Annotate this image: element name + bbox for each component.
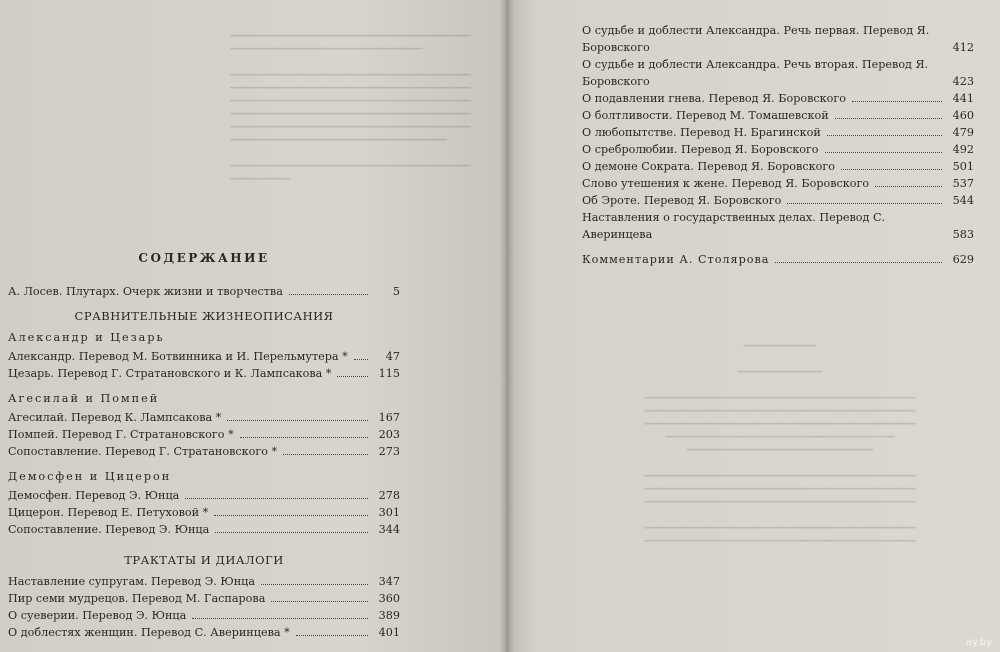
entry-text: О болтливости. Перевод М. Томашевской xyxy=(582,109,829,122)
entry-text: Александр. Перевод М. Ботвинника и И. Перельмутера * xyxy=(8,350,348,363)
section-heading: ТРАКТАТЫ И ДИАЛОГИ xyxy=(124,553,284,567)
entry-text: О сребролюбии. Перевод Я. Боровского xyxy=(582,143,819,156)
entry-text: Об Эроте. Перевод Я. Боровского xyxy=(582,194,782,207)
dot-leader xyxy=(227,420,368,421)
page-number: 441 xyxy=(952,92,974,105)
bleed-through-text: ━━━━━━━━━━━━━━━━━━━━━━━━━━━━━━━━━━━━━━━━ ━━━━━━━━━━━━━━━━━━━━━━━━━━━━━━━━ ━━━━━━━━━━━━━━━━━━━━━━━━━━━━━━━━━━━━━━━━ ━━━━━━━━━━━━━━━━━━━━━━━━━━━━━━━━━━━━━━━━ ━━━━━━━━━━━━━━━━━━━━━━━━━━━━━━━━━━━━━━━━ ━━━━━━━━━━━━━━━━━━━━━━━━━━━━━━━━━━━━━━━━ ━━━━━━━━━━━━━━━━━━━━━━━━━━━━━━━━━━━━━━━━ ━━━━━━━━━━━━━━━━━━━━━━━━━━━━━━━━━━━━ ━━━━━━━━━━━━━━━━━━━━━━━━━━━━━━━━━━━━━━━━ ━━━━━━━━━━ xyxy=(230,31,471,185)
page-number: 115 xyxy=(378,367,400,380)
entry-text: О доблестях женщин. Перевод С. Аверинцева * xyxy=(8,626,290,639)
toc-entry xyxy=(582,209,974,243)
toc-entry xyxy=(8,607,400,624)
dot-leader xyxy=(852,101,942,102)
toc-entry xyxy=(582,124,974,141)
toc-entry xyxy=(582,141,974,158)
page-number: 389 xyxy=(378,609,400,622)
page-number: 479 xyxy=(952,126,974,139)
page-number: 203 xyxy=(378,428,400,441)
entry-text: О суеверии. Перевод Э. Юнца xyxy=(8,609,187,622)
section-heading: СРАВНИТЕЛЬНЫЕ ЖИЗНЕОПИСАНИЯ xyxy=(74,309,334,323)
entry-text: Цезарь. Перевод Г. Стратановского и К. Лампсакова * xyxy=(8,367,332,380)
entry-text: Слово утешения к жене. Перевод Я. Боровского xyxy=(582,177,870,190)
toc-entry xyxy=(8,573,400,590)
toc-entry xyxy=(8,426,400,443)
toc-entry xyxy=(582,192,974,209)
entry-text: Наставление супругам. Перевод Э. Юнца xyxy=(8,575,256,588)
group-title: Агесилай и Помпей xyxy=(8,392,160,405)
entry-text: Цицерон. Перевод Е. Петуховой * xyxy=(8,506,209,519)
dot-leader xyxy=(841,169,942,170)
page-number: 501 xyxy=(952,160,974,173)
dot-leader xyxy=(214,515,368,516)
page-number: 544 xyxy=(952,194,974,207)
entry-text: О подавлении гнева. Перевод Я. Боровского xyxy=(582,92,846,105)
page-number: 460 xyxy=(952,109,974,122)
dot-leader xyxy=(835,118,942,119)
dot-leader xyxy=(192,618,368,619)
toc-entry xyxy=(8,443,400,460)
dot-leader xyxy=(261,584,368,585)
group-title: Демосфен и Цицерон xyxy=(8,470,172,483)
page-number: 401 xyxy=(378,626,400,639)
page-number: 583 xyxy=(952,228,974,241)
page-number: 347 xyxy=(378,575,400,588)
entry-text: А. Лосев. Плутарх. Очерк жизни и творчества xyxy=(8,285,283,298)
page-number: 278 xyxy=(378,489,400,502)
page-number: 412 xyxy=(952,41,974,54)
group-title: Александр и Цезарь xyxy=(8,331,165,344)
toc-entry xyxy=(8,365,400,382)
entry-text: О судьбе и доблести Александра. Речь вторая. Перевод Я. Боровского xyxy=(582,58,929,88)
toc-entry-comments xyxy=(582,251,974,268)
page-number: 423 xyxy=(952,75,974,88)
dot-leader xyxy=(215,532,368,533)
toc-entry xyxy=(8,590,400,607)
page-number: 537 xyxy=(952,177,974,190)
toc-title: СОДЕРЖАНИЕ xyxy=(138,251,270,265)
toc-entry xyxy=(582,90,974,107)
dot-leader xyxy=(271,601,368,602)
toc-entry xyxy=(8,348,400,365)
table-of-contents-right xyxy=(582,22,974,268)
toc-entry xyxy=(582,107,974,124)
dot-leader xyxy=(825,152,942,153)
page-number: 273 xyxy=(378,445,400,458)
dot-leader xyxy=(827,135,942,136)
entry-text: Сопоставление. Перевод Г. Стратановского * xyxy=(8,445,278,458)
toc-entry xyxy=(8,504,400,521)
page-number: 629 xyxy=(952,253,974,266)
entry-text: О судьбе и доблести Александра. Речь первая. Перевод Я. Боровского xyxy=(582,24,930,54)
entry-text: Комментарии А. Столярова xyxy=(582,253,770,266)
dot-leader xyxy=(289,294,368,295)
toc-entry xyxy=(582,22,974,56)
dot-leader xyxy=(240,437,368,438)
page-number: 301 xyxy=(378,506,400,519)
toc-entry xyxy=(8,409,400,426)
entry-text: Агесилай. Перевод К. Лампсакова * xyxy=(8,411,222,424)
page-number: 360 xyxy=(378,592,400,605)
dot-leader xyxy=(787,203,942,204)
entry-text: Наставления о государственных делах. Перевод С. Аверинцева xyxy=(582,211,886,241)
entry-text: Помпей. Перевод Г. Стратановского * xyxy=(8,428,234,441)
entry-text: Демосфен. Перевод Э. Юнца xyxy=(8,489,180,502)
dot-leader xyxy=(875,186,942,187)
dot-leader xyxy=(775,262,942,263)
dot-leader xyxy=(354,359,368,360)
toc-entry-intro xyxy=(8,283,400,300)
page-number: 167 xyxy=(378,411,400,424)
toc-entry xyxy=(8,487,400,504)
toc-entry xyxy=(582,175,974,192)
entry-text: О демоне Сократа. Перевод Я. Боровского xyxy=(582,160,835,173)
toc-entry xyxy=(8,521,400,538)
page-number: 47 xyxy=(385,350,400,363)
table-of-contents-left xyxy=(8,250,400,641)
toc-entry xyxy=(582,56,974,90)
page-number: 492 xyxy=(952,143,974,156)
dot-leader xyxy=(283,454,368,455)
watermark: ay.by xyxy=(965,637,992,648)
page-number: 344 xyxy=(378,523,400,536)
page-number: 5 xyxy=(392,285,400,298)
entry-text: Пир семи мудрецов. Перевод М. Гаспарова xyxy=(8,592,266,605)
entry-text: Сопоставление. Перевод Э. Юнца xyxy=(8,523,210,536)
dot-leader xyxy=(337,376,368,377)
dot-leader xyxy=(185,498,368,499)
bleed-through-text: ━━━━━━━━━━━━ ━━━━━━━━━━━━━━ ━━━━━━━━━━━━━━━━━━━━━━━━━━━━━━━━━━━━━━━━━━━━━ ━━━━━━━━━━━━━━━━━━━━━━━━━━━━━━━━━━━━━━━━━━━━━ ━━━━━━━━━━━━━━━━━━━━━━━━━━━━━━━━━━━━━━━━━━━━━ ━━━━━━━━━━━━━━━━━━━━━━━━━━━━━━━━━━━━━━ ━━━━━━━━━━━━━━━━━━━━━━━━━━━━━━━ ━━━━━━━━━━━━━━━━━━━━━━━━━━━━━━━━━━━━━━━━━━━━━ ━━━━━━━━━━━━━━━━━━━━━━━━━━━━━━━━━━━━━━━━━━━━━ ━━━━━━━━━━━━━━━━━━━━━━━━━━━━━━━━━━━━━━━━━━━━━ ━━━━━━━━━━━━━━━━━━━━━━━━━━━━━━━━━━━━━━━━━━━━━ ━━━━━━━━━━━━━━━━━━━━━━━━━━━━━━━━━━━━━━━━━━━━━ xyxy=(644,341,916,547)
entry-text: О любопытстве. Перевод Н. Брагинской xyxy=(582,126,821,139)
toc-entry xyxy=(582,158,974,175)
book-gutter xyxy=(500,0,514,652)
dot-leader xyxy=(296,635,368,636)
toc-entry xyxy=(8,624,400,641)
